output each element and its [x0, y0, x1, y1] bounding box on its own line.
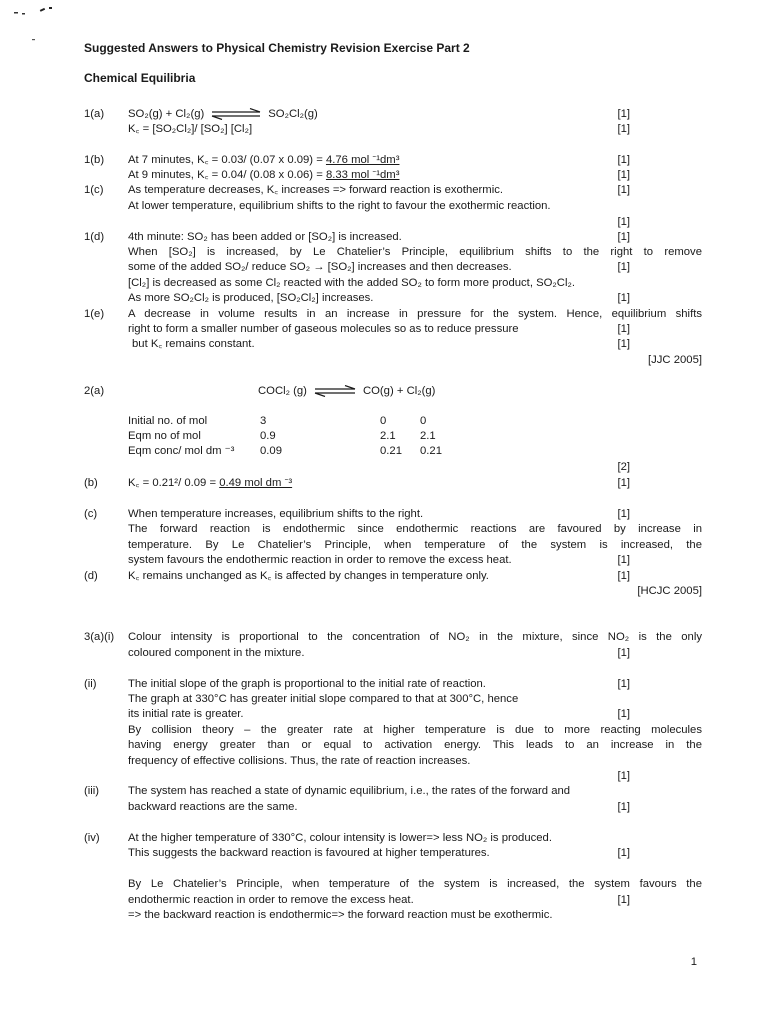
q2b-answer: 0.49 mol dm ⁻³ — [219, 477, 293, 489]
q3ai-line-1: Colour intensity is proportional to the concentration of NO₂ in the mixture, since NO₂ is the only — [128, 631, 702, 643]
q1d-mark-3: [1] — [617, 292, 630, 304]
table-cell: 0.09 — [260, 445, 282, 457]
table-cell: Eqm no of mol — [128, 430, 201, 442]
q1d-line-2: When [SO₂] is increased, by Le Chatelier’s Principle, equilibrium shifts to the right to remove — [128, 246, 702, 258]
q3aiii-line-2: backward reactions are the same. — [128, 801, 298, 813]
table-cell: 0 — [380, 415, 387, 427]
q3aii-line-1: The initial slope of the graph is proportional to the initial rate of reaction. — [128, 678, 486, 690]
q2b-working: K꜀ = 0.21²/ 0.09 = — [128, 477, 220, 489]
table-cell: 0.21 — [380, 445, 402, 457]
q3aii-line-2: The graph at 330°C has greater initial slope compared to that at 300°C, hence — [128, 693, 519, 705]
q3aii-mark-2: [1] — [617, 708, 630, 720]
q2b-mark: [1] — [617, 477, 630, 489]
q2d-line-1: K꜀ remains unchanged as K꜀ is affected by changes in temperature only. — [128, 570, 489, 582]
q3aii-mark-1: [1] — [617, 678, 630, 690]
q1e-line-3: but K꜀ remains constant. — [132, 338, 255, 350]
q3aiv-line-3: By Le Chatelier’s Principle, when temperature of the system is increased, the system favours the — [128, 878, 702, 890]
q2a-ice-table — [128, 414, 442, 459]
q1a-equation — [128, 107, 318, 122]
q1e-mark-1: [1] — [617, 323, 630, 335]
q3aiv-label: (iv) — [84, 832, 100, 844]
q3ai-line-2: coloured component in the mixture. — [128, 647, 305, 659]
q3aiv-line-4: endothermic reaction in order to remove the excess heat. — [128, 894, 414, 906]
section-heading: Chemical Equilibria — [84, 71, 196, 85]
q1c-line-2: At lower temperature, equilibrium shifts to the right to favour the exothermic reaction. — [128, 200, 551, 212]
q1a-kc-expression: K꜀ = [SO₂Cl₂]/ [SO₂] [Cl₂] — [128, 123, 253, 135]
q2d-mark: [1] — [617, 570, 630, 582]
q1d-line-1: 4th minute: SO₂ has been added or [SO₂] is increased. — [128, 231, 402, 243]
q1c-mark-2: [1] — [617, 216, 630, 228]
q1d-line-5: As more SO₂Cl₂ is produced, [SO₂Cl₂] increases. — [128, 292, 374, 304]
q1-source: [JJC 2005] — [647, 354, 702, 366]
q2c-line-4: system favours the endothermic reaction in order to remove the excess heat. — [128, 554, 512, 566]
q1c-label: 1(c) — [84, 184, 104, 196]
q3aii-label: (ii) — [84, 678, 97, 690]
q1b-7min-working: At 7 minutes, K꜀ = 0.03/ (0.07 x 0.09) = — [128, 154, 326, 166]
q1e-mark-2: [1] — [617, 338, 630, 350]
q3aii-line-6: frequency of effective collisions. Thus, the rate of reaction increases. — [128, 755, 471, 767]
q3aiv-line-2: This suggests the backward reaction is favoured at higher temperatures. — [128, 847, 490, 859]
q1b-mark-1: [1] — [617, 154, 630, 166]
q2c-mark-2: [1] — [617, 554, 630, 566]
q1a-eq-right: SO₂Cl₂(g) — [268, 108, 318, 120]
table-cell: Eqm conc/ mol dm ⁻³ — [128, 445, 235, 457]
q2d-label: (d) — [84, 570, 98, 582]
q1a-eq-left: SO₂(g) + Cl₂(g) — [128, 108, 205, 120]
q2a-label: 2(a) — [84, 385, 105, 397]
q3ai-mark: [1] — [617, 647, 630, 659]
q3aiv-line-5: => the backward reaction is endothermic=> the forward reaction must be exothermic. — [128, 909, 553, 921]
q2a-eq-right: CO(g) + Cl₂(g) — [362, 385, 436, 397]
q2c-line-1: When temperature increases, equilibrium shifts to the right. — [128, 508, 424, 520]
q3aiv-mark-2: [1] — [617, 894, 630, 906]
q1a-label: 1(a) — [84, 108, 105, 120]
q2b-label: (b) — [84, 477, 98, 489]
q2c-label: (c) — [84, 508, 98, 520]
q2-source: [HCJC 2005] — [637, 585, 702, 597]
q2c-line-2: The forward reaction is endothermic since endothermic reactions are favoured by increase in — [128, 523, 702, 535]
q1c-mark-1: [1] — [617, 184, 630, 196]
q2a-equation — [258, 384, 435, 399]
q1e-line-2: right to form a smaller number of gaseous molecules so as to reduce pressure — [128, 323, 519, 335]
q3aiv-line-1: At the higher temperature of 330°C, colour intensity is lower=> less NO₂ is produced. — [128, 832, 552, 844]
scan-specks — [14, 6, 74, 51]
q2c-mark-1: [1] — [617, 508, 630, 520]
table-cell: 3 — [260, 415, 267, 427]
table-cell: 0.9 — [260, 430, 276, 442]
q1b-line-7min — [128, 153, 399, 168]
q3aiii-label: (iii) — [84, 785, 100, 797]
q3aii-mark-3: [1] — [617, 770, 630, 782]
q1b-label: 1(b) — [84, 154, 105, 166]
q1d-mark-1: [1] — [617, 231, 630, 243]
equilibrium-arrows-icon — [313, 385, 357, 397]
q1e-label: 1(e) — [84, 308, 105, 320]
q3ai-label: 3(a)(i) — [84, 631, 115, 643]
q1c-line-1: As temperature decreases, K꜀ increases => forward reaction is exothermic. — [128, 184, 503, 196]
q1b-9min-answer: 8.33 mol ⁻¹dm³ — [325, 169, 400, 181]
table-cell: 2.1 — [420, 430, 436, 442]
q3aii-line-3: its initial rate is greater. — [128, 708, 244, 720]
q1b-9min-working: At 9 minutes, K꜀ = 0.04/ (0.08 x 0.06) = — [128, 169, 326, 181]
q1a-kc-mark: [1] — [617, 123, 630, 135]
q3aiv-mark-1: [1] — [617, 847, 630, 859]
document-title: Suggested Answers to Physical Chemistry Revision Exercise Part 2 — [84, 41, 470, 55]
q1d-label: 1(d) — [84, 231, 105, 243]
page-number: 1 — [690, 956, 697, 968]
q1b-7min-answer: 4.76 mol ⁻¹dm³ — [325, 154, 400, 166]
q3aii-line-5: having energy greater than or equal to activation energy. This leads to an increase in the — [128, 739, 702, 751]
q2a-mark: [2] — [617, 461, 630, 473]
q2c-line-3: temperature. By Le Chatelier’s Principle, when temperature of the system is increased, the — [128, 539, 702, 551]
table-cell: 2.1 — [380, 430, 396, 442]
equilibrium-arrows-icon — [210, 108, 262, 120]
q1d-line-4: [Cl₂] is decreased as some Cl₂ reacted with the added SO₂ to form more product, SO₂Cl₂. — [128, 277, 575, 289]
table-row — [128, 444, 442, 459]
table-row — [128, 414, 442, 429]
q1a-eq-mark: [1] — [617, 108, 630, 120]
q1d-line-3: some of the added SO₂/ reduce SO₂ → [SO₂] increases and then decreases. — [128, 261, 512, 273]
q3aiii-line-1: The system has reached a state of dynamic equilibrium, i.e., the rates of the forward and — [128, 785, 571, 797]
q3aii-line-4: By collision theory – the greater rate at higher temperature is due to more reacting molecules — [128, 724, 702, 736]
q1b-line-9min — [128, 168, 399, 183]
table-cell: 0.21 — [420, 445, 442, 457]
table-row — [128, 429, 442, 444]
table-cell: 0 — [420, 415, 427, 427]
q1e-line-1: A decrease in volume results in an increase in pressure for the system. Hence, equilibrium shifts — [128, 308, 702, 320]
table-cell: Initial no. of mol — [128, 415, 208, 427]
q1d-mark-2: [1] — [617, 261, 630, 273]
q1b-mark-2: [1] — [617, 169, 630, 181]
q3aiii-mark: [1] — [617, 801, 630, 813]
q2b-line — [128, 476, 292, 491]
q2a-eq-left: COCl₂ (g) — [258, 385, 307, 397]
